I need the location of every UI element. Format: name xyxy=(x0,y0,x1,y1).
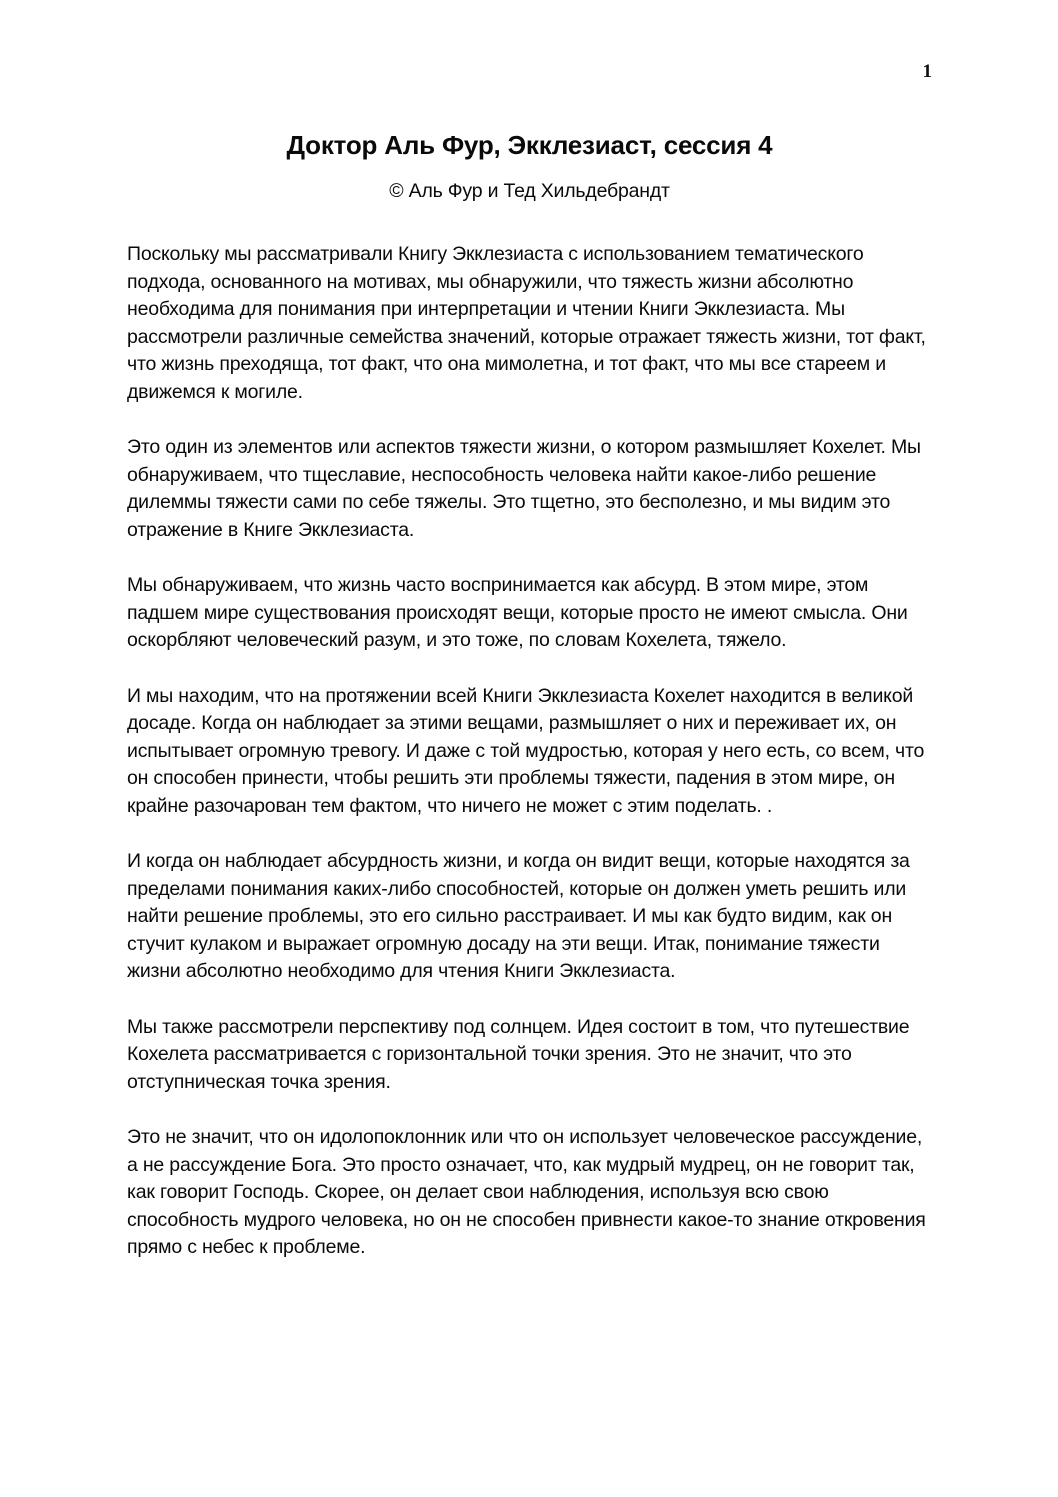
body-paragraph: И мы находим, что на протяжении всей Книги Экклезиаста Кохелет находится в великой досаде. Когда он наблюдает за этими вещами, размышляет о них и переживает их, он испытывает огромную тревогу. И даже с той мудростью, которая у него есть, со всем, что он способен принести, чтобы решить эти проблемы тяжести, падения в этом мире, он крайне разочарован тем фактом, что ничего не может с этим поделать. . xyxy=(127,684,925,817)
body-paragraph: Это один из элементов или аспектов тяжести жизни, о котором размышляет Кохелет. Мы обнаруживаем, что тщеславие, неспособность человека найти какое-либо решение дилеммы тяжести сами по себе тяжелы. Это тщетно, это бесполезно, и мы видим это отражение в Книге Экклезиаста. xyxy=(127,436,921,541)
body-paragraph: Это не значит, что он идолопоклонник или что он использует человеческое рассуждение, а не рассуждение Бога. Это просто означает, что, как мудрый мудрец, он не говорит так, как говорит Господь. Скорее, он делает свои наблюдения, используя всю свою способность мудрого человека, но он не способен привнести какое-то знание откровения прямо с небес к проблеме. xyxy=(127,1126,926,1259)
page-number: 1 xyxy=(922,61,932,82)
body-paragraph: И когда он наблюдает абсурдность жизни, и когда он видит вещи, которые находятся за пределами понимания каких-либо способностей, которые он должен уметь решить или найти решение проблемы, это его сильно расстраивает. И мы как будто видим, как он стучит кулаком и выражает огромную досаду на эти вещи. Итак, понимание тяжести жизни абсолютно необходимо для чтения Книги Экклезиаста. xyxy=(127,850,910,983)
copyright-line: © Аль Фур и Тед Хильдебрандт xyxy=(389,180,670,203)
body-paragraph: Мы обнаруживаем, что жизнь часто воспринимается как абсурд. В этом мире, этом падшем мире существования происходят вещи, которые просто не имеют смысла. Они оскорбляют человеческий разум, и это тоже, по словам Кохелета, тяжело. xyxy=(127,574,908,652)
body-paragraph: Поскольку мы рассматривали Книгу Экклезиаста с использованием тематического подхода, основанного на мотивах, мы обнаружили, что тяжесть жизни абсолютно необходима для понимания при интерпретации и чтении Книги Экклезиаста. Мы рассмотрели различные семейства значений, которые отражает тяжесть жизни, тот факт, что жизнь преходяща, тот факт, что она мимолетна, и тот факт, что мы все стареем и движемся к могиле. xyxy=(127,243,926,403)
body-paragraph: Мы также рассмотрели перспективу под солнцем. Идея состоит в том, что путешествие Кохелета рассматривается с горизонтальной точки зрения. Это не значит, что это отступническая точка зрения. xyxy=(127,1015,910,1093)
document-content xyxy=(127,0,932,1290)
body-text xyxy=(127,241,932,1262)
document-title: Доктор Аль Фур, Экклезиаст, сессия 4 xyxy=(286,130,773,160)
